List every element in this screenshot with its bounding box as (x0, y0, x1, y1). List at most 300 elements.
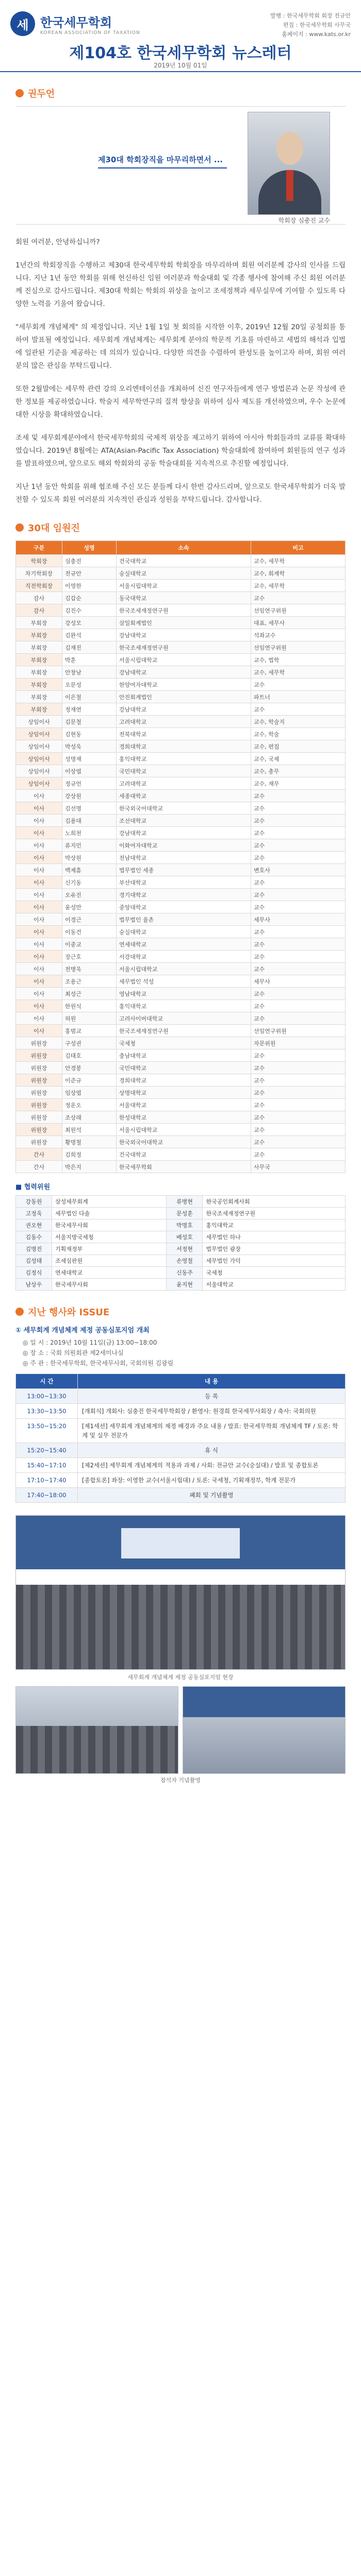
table-row (16, 641, 346, 654)
officer-category: 이사 (16, 913, 62, 926)
letter-paragraph: 지난 1년 동안 학회를 위해 협조해 주신 모든 분들께 다시 한번 감사드리며, 앞으로도 한국세무학회가 더욱 발전할 수 있도록 회원 여러분의 지속적인 관심과 성원을 부탁드립니다. 감사합니다. (15, 483, 346, 504)
officer-affiliation: 국세청 (116, 1037, 251, 1049)
table-row (16, 1161, 346, 1173)
officer-affiliation: 국민대학교 (116, 765, 251, 777)
program-content: [개회식] 개회사: 심충진 한국세무학회장 / 환영사: 원경희 한국세무사회장 / 축사: 국회의원 (78, 1404, 346, 1419)
officer-note: 교수, 세무학 (251, 555, 345, 567)
member-affiliation: 한국조세재정연구원 (203, 1208, 346, 1219)
officer-note: 교수, 법학 (251, 654, 345, 666)
event-photo-right[interactable] (183, 1686, 346, 1774)
greeting-headline: 제30대 학회장직을 마무리하면서 ... (98, 155, 223, 164)
table-row (16, 753, 346, 765)
officer-affiliation: 삼일회계법인 (116, 617, 251, 629)
member-affiliation: 한국세무사회 (52, 1279, 167, 1291)
table-row (16, 1062, 346, 1074)
officer-affiliation: 강남대학교 (116, 827, 251, 839)
section-title: 30대 임원진 (28, 523, 80, 534)
officer-name: 김선명 (62, 802, 117, 815)
officer-name: 윤성만 (62, 901, 117, 913)
officer-affiliation: 건국대학교 (116, 555, 251, 567)
photo-screen (121, 1528, 240, 1559)
column-header: 내 용 (78, 1374, 346, 1389)
officer-affiliation: 전남대학교 (116, 852, 251, 864)
officer-note: 교수 (251, 679, 345, 691)
officer-category: 이사 (16, 839, 62, 852)
program-table-body (16, 1389, 346, 1503)
officer-name: 김희정 (62, 1148, 117, 1161)
table-row (16, 1012, 346, 1025)
letter-paragraph: "세무회계 개념체계" 의 제정입니다. 지난 1월 1일 첫 회의를 시작한 이후, 2019년 12월 20일 공청회를 통하여 발표될 예정입니다. 세무회계 개념체계는 세무회계 분야의 학문적 기초를 마련하고 세법의 해석과 입법에 일관된 기준을 제공하는 데 의의가 있습니다. 다양한 의견을 수렴하여 완성도를 높이고자 하며, 회원 여러분의 많은 관심을 부탁드립니다. (15, 323, 346, 370)
greeting-signature: 학회장 심충진 교수 (278, 217, 330, 224)
program-time: 13:30~13:50 (16, 1404, 78, 1419)
table-row (16, 592, 346, 604)
table-row (16, 827, 346, 839)
event-meta-line: ◎ 일 시 : 2019년 10월 11일(금) 13:00~18:00 (23, 1339, 157, 1346)
officer-affiliation: 서울대학교 (116, 1099, 251, 1111)
table-row (16, 938, 346, 951)
table-row (16, 1037, 346, 1049)
officer-affiliation: 법무법인 율촌 (116, 913, 251, 926)
officer-category: 이사 (16, 876, 62, 889)
program-content: [제2세션] 세무회계 개념체계의 적용과 과제 / 사회: 전규안 교수(숭실대) / 발표 및 종합토론 (78, 1458, 346, 1473)
member-name: 김정식 (16, 1267, 52, 1279)
officer-category: 부회장 (16, 629, 62, 641)
officer-category: 이사 (16, 815, 62, 827)
table-row (16, 901, 346, 913)
table-row (16, 716, 346, 728)
officer-note: 교수, 편집 (251, 740, 345, 753)
table-row (16, 951, 346, 963)
table-row (16, 1404, 346, 1419)
officer-note: 자문위원 (251, 1037, 345, 1049)
officer-note: 교수, 세무학 (251, 666, 345, 679)
member-affiliation: 서울대학교 (203, 1279, 346, 1291)
member-name: 배성호 (167, 1231, 203, 1243)
member-affiliation: 국세청 (203, 1267, 346, 1279)
officer-note: 교수 (251, 1087, 345, 1099)
officer-name: 조용근 (62, 975, 117, 988)
photo-audience (16, 1726, 178, 1773)
officer-name: 오문성 (62, 679, 117, 691)
bullet-icon (15, 89, 24, 97)
officer-note: 교수, 학술지 (251, 716, 345, 728)
officer-name: 장근호 (62, 951, 117, 963)
publisher-line: 발행 : 한국세무학회 회장 전규안 (270, 12, 351, 19)
officer-note: 교수 (251, 1148, 345, 1161)
officer-name: 정규언 (62, 777, 117, 790)
officer-affiliation: 서강대학교 (116, 951, 251, 963)
officer-category: 이사 (16, 827, 62, 839)
officer-category: 위원장 (16, 1087, 62, 1099)
program-time: 17:10~17:40 (16, 1473, 78, 1488)
officer-note: 교수 (251, 790, 345, 802)
table-header-row (16, 541, 346, 555)
officer-category: 학회장 (16, 555, 62, 567)
officer-category: 위원장 (16, 1062, 62, 1074)
officer-category: 이사 (16, 938, 62, 951)
officer-note: 교수 (251, 1136, 345, 1148)
officer-category: 이사 (16, 852, 62, 864)
letter-paragraph: 조세 및 세무회계분야에서 한국세무학회의 국제적 위상을 제고하기 위하여 아시아 학회들과의 교류를 확대하였습니다. 2019년 8월에는 ATA(Asian-Pacific Tax Association) 학술대회에 참여하여 회원들의 연구 성과를 발표하였으며, 앞으로도 해외 학회와의 공동 학술대회를 지속적으로 추진할 예정입니다. (15, 434, 346, 468)
officer-name: 김완석 (62, 629, 117, 641)
officer-name: 강성모 (62, 617, 117, 629)
table-row (16, 728, 346, 740)
officer-name: 황명철 (62, 1136, 117, 1148)
officer-category: 이사 (16, 790, 62, 802)
officer-note: 석좌교수 (251, 629, 345, 641)
officer-note: 선임연구위원 (251, 641, 345, 654)
table-row (16, 864, 346, 876)
officer-note: 교수 (251, 988, 345, 1000)
member-name: 서정현 (167, 1243, 203, 1255)
officer-name: 전규안 (62, 567, 117, 580)
member-name: 손영철 (167, 1255, 203, 1267)
officer-category: 간사 (16, 1148, 62, 1161)
photo-audience (16, 1585, 345, 1669)
logo-text: 한국세무학회 (40, 14, 112, 30)
officer-category: 차기학회장 (16, 567, 62, 580)
officer-category: 감사 (16, 592, 62, 604)
officer-affiliation: 한국세무학회 (116, 1161, 251, 1173)
table-row (16, 1049, 346, 1062)
table-row (16, 604, 346, 617)
officer-note: 교수 (251, 1099, 345, 1111)
table-row (16, 802, 346, 815)
table-row (16, 1000, 346, 1012)
officer-category: 상임이사 (16, 765, 62, 777)
officer-affiliation: 경희대학교 (116, 740, 251, 753)
members-table (15, 1195, 346, 1291)
officer-note: 교수, 세무학 (251, 580, 345, 592)
member-affiliation: 서울지방국세청 (52, 1231, 167, 1243)
officer-name: 이경근 (62, 913, 117, 926)
officer-note: 교수 (251, 926, 345, 938)
table-header-row (16, 1374, 346, 1389)
member-name: 류병현 (167, 1196, 203, 1208)
section-heading-greeting (15, 87, 346, 100)
officers-table (15, 540, 346, 1173)
table-row (16, 852, 346, 864)
table-row (16, 1488, 346, 1503)
section-title: 지난 행사와 ISSUE (28, 1307, 110, 1318)
officer-affiliation: 숭실대학교 (116, 567, 251, 580)
officer-name: 김문철 (62, 716, 117, 728)
officer-note: 교수 (251, 938, 345, 951)
officer-note: 교수, 국제 (251, 753, 345, 765)
officer-name: 김용대 (62, 815, 117, 827)
officer-affiliation: 영남대학교 (116, 988, 251, 1000)
officer-name: 안창남 (62, 666, 117, 679)
table-row (16, 1267, 346, 1279)
officer-name: 신기동 (62, 876, 117, 889)
society-logo[interactable] (10, 11, 140, 36)
program-time: 15:40~17:10 (16, 1458, 78, 1473)
officer-note: 교수 (251, 963, 345, 975)
member-name: 김성태 (16, 1255, 52, 1267)
officer-category: 위원장 (16, 1049, 62, 1062)
column-header: 성명 (62, 541, 117, 555)
portrait-tie (286, 170, 293, 201)
member-name: 신동주 (167, 1267, 203, 1279)
table-row (16, 926, 346, 938)
program-time: 13:00~13:30 (16, 1389, 78, 1404)
officer-note: 교수 (251, 1012, 345, 1025)
member-affiliation: 기획재정부 (52, 1243, 167, 1255)
event-photos (15, 1515, 346, 1783)
officer-affiliation: 서울시립대학교 (116, 1124, 251, 1136)
officer-category: 간사 (16, 1161, 62, 1173)
officer-affiliation: 동국대학교 (116, 592, 251, 604)
officer-category: 이사 (16, 889, 62, 901)
letter-paragraph: 또한 2월말에는 세무학 관련 강의 오리엔테이션을 개최하여 신진 연구자들에게 연구 방법론과 논문 작성에 관한 정보를 제공하였습니다. 학술지 세무학연구의 질적 향상을 위하여 심사 제도를 개선하였으며, 우수 논문에 대한 시상을 확대하였습니다. (15, 385, 346, 419)
officer-name: 허원 (62, 1012, 117, 1025)
member-name: 남상우 (16, 1279, 52, 1291)
table-row (16, 1255, 346, 1267)
officer-affiliation: 한국외국어대학교 (116, 1136, 251, 1148)
table-row (16, 1196, 346, 1208)
table-row (16, 666, 346, 679)
officer-category: 이사 (16, 1000, 62, 1012)
officer-note: 교수 (251, 827, 345, 839)
officer-affiliation: 연세대학교 (116, 938, 251, 951)
officer-note: 교수, 학술 (251, 728, 345, 740)
officer-name: 김갑순 (62, 592, 117, 604)
table-row (16, 1419, 346, 1443)
officer-note: 교수 (251, 1074, 345, 1087)
officer-category: 이사 (16, 901, 62, 913)
officer-category: 이사 (16, 1025, 62, 1037)
officer-category: 위원장 (16, 1136, 62, 1148)
table-row (16, 876, 346, 889)
officer-name: 김태호 (62, 1049, 117, 1062)
officer-affiliation: 한국조세재정연구원 (116, 1025, 251, 1037)
officer-category: 직전학회장 (16, 580, 62, 592)
officer-affiliation: 충남대학교 (116, 1049, 251, 1062)
member-affiliation: 한국세무사회 (52, 1219, 167, 1231)
table-row (16, 617, 346, 629)
officer-name: 이동건 (62, 926, 117, 938)
table-row (16, 1111, 346, 1124)
table-row (16, 1443, 346, 1458)
issue-name: 한국세무학회 뉴스레터 (137, 44, 292, 62)
table-row (16, 777, 346, 790)
letter-paragraph: 1년간의 학회장직을 수행하고 제30대 한국세무학회 학회장을 마무리하며 회원 여러분께 감사의 인사를 드립니다. 지난 1년 동안 학회를 위해 헌신하신 임원 여러분과 학술대회 및 각종 행사에 참여해 주신 회원 여러분께 진심으로 감사드립니다. 제30대 학회는 학회의 위상을 높이고 조세정책과 세무실무에 기여할 수 있도록 다양한 노력을 기울여 왔습니다. (15, 261, 346, 308)
table-row (16, 1099, 346, 1111)
officer-name: 이상엽 (62, 765, 117, 777)
officer-name: 박은지 (62, 1161, 117, 1173)
officer-affiliation: 한국조세재정연구원 (116, 604, 251, 617)
officer-name: 박성욱 (62, 740, 117, 753)
table-row (16, 567, 346, 580)
officer-name: 성명재 (62, 753, 117, 765)
officer-category: 상임이사 (16, 728, 62, 740)
table-row (16, 975, 346, 988)
officer-category: 이사 (16, 951, 62, 963)
officer-name: 최성근 (62, 988, 117, 1000)
officer-category: 부회장 (16, 691, 62, 703)
officer-name: 백제흠 (62, 864, 117, 876)
officer-affiliation: 상명대학교 (116, 1087, 251, 1099)
table-row (16, 1219, 346, 1231)
photo-caption: 세무회계 개념체계 제정 공동심포지엄 현장 (127, 1674, 234, 1681)
officer-category: 부회장 (16, 641, 62, 654)
table-row (16, 580, 346, 592)
member-affiliation: 세무법인 다솔 (52, 1208, 167, 1219)
officer-name: 오유진 (62, 889, 117, 901)
officer-category: 부회장 (16, 703, 62, 716)
member-affiliation: 한국공인회계사회 (203, 1196, 346, 1208)
table-row (16, 1243, 346, 1255)
officer-affiliation: 중앙대학교 (116, 901, 251, 913)
member-name: 강동원 (16, 1196, 52, 1208)
member-name: 권오현 (16, 1219, 52, 1231)
officer-category: 위원장 (16, 1099, 62, 1111)
members-table-body (16, 1196, 346, 1291)
officer-name: 심충진 (62, 555, 117, 567)
officer-name: 노희천 (62, 827, 117, 839)
officer-note: 선임연구위원 (251, 604, 345, 617)
table-row (16, 740, 346, 753)
officer-note: 교수 (251, 592, 345, 604)
section-heading-events (15, 1305, 346, 1318)
headline-underline (98, 167, 227, 168)
officer-category: 이사 (16, 988, 62, 1000)
table-row (16, 765, 346, 777)
event-photo-main[interactable] (15, 1515, 346, 1670)
column-header: 소속 (116, 541, 251, 555)
officer-note: 교수 (251, 1124, 345, 1136)
officer-affiliation: 조선대학교 (116, 815, 251, 827)
bullet-icon (15, 1308, 24, 1316)
officer-affiliation: 강남대학교 (116, 666, 251, 679)
officer-affiliation: 안진회계법인 (116, 691, 251, 703)
table-row (16, 1136, 346, 1148)
officer-category: 이사 (16, 1012, 62, 1025)
publisher-info (222, 11, 351, 39)
officer-note: 교수 (251, 876, 345, 889)
officer-category: 상임이사 (16, 777, 62, 790)
officer-name: 이은철 (62, 691, 117, 703)
logo-subtitle: KOREAN ASSOCIATION OF TAXATION (40, 30, 140, 36)
table-row (16, 963, 346, 975)
officer-name: 이준규 (62, 1074, 117, 1087)
officer-affiliation: 한양여자대학교 (116, 679, 251, 691)
officer-note: 교수 (251, 889, 345, 901)
officer-name: 정재연 (62, 703, 117, 716)
program-content: 등 록 (78, 1389, 346, 1404)
program-table (15, 1374, 346, 1503)
event-photo-left[interactable] (15, 1686, 178, 1774)
officer-affiliation: 한국외국어대학교 (116, 802, 251, 815)
officer-category: 이사 (16, 963, 62, 975)
officer-name: 임상엽 (62, 1087, 117, 1099)
officers-table-body (16, 555, 346, 1173)
officer-category: 이사 (16, 802, 62, 815)
officer-note: 교수 (251, 852, 345, 864)
officer-note: 교수 (251, 1062, 345, 1074)
officer-category: 부회장 (16, 654, 62, 666)
officer-affiliation: 세종대학교 (116, 790, 251, 802)
issue-number: 제104호 (69, 44, 132, 62)
officer-note: 세무사 (251, 913, 345, 926)
officer-affiliation: 한국조세재정연구원 (116, 641, 251, 654)
table-row (16, 889, 346, 901)
officer-category: 이사 (16, 864, 62, 876)
officer-name: 전병욱 (62, 963, 117, 975)
section-title: 권두언 (28, 89, 55, 99)
table-row (16, 1074, 346, 1087)
program-time: 17:40~18:00 (16, 1488, 78, 1503)
event-meta (23, 1337, 338, 1368)
officer-affiliation: 서울시립대학교 (116, 963, 251, 975)
table-row (16, 1124, 346, 1136)
program-content: 폐회 및 기념촬영 (78, 1488, 346, 1503)
president-portrait (248, 112, 330, 215)
officer-note: 교수 (251, 802, 345, 815)
officer-name: 조상래 (62, 1111, 117, 1124)
program-content: 휴 식 (78, 1443, 346, 1458)
officer-name: 강상원 (62, 790, 117, 802)
member-name: 문성훈 (167, 1208, 203, 1219)
table-row (16, 988, 346, 1000)
member-name: 김명진 (16, 1243, 52, 1255)
officer-category: 위원장 (16, 1037, 62, 1049)
officer-name: 구성권 (62, 1037, 117, 1049)
officer-note: 교수 (251, 951, 345, 963)
column-header: 비고 (251, 541, 345, 555)
member-affiliation: 법무법인 광장 (203, 1243, 346, 1255)
table-row (16, 1473, 346, 1488)
officer-category: 위원장 (16, 1111, 62, 1124)
officer-category: 부회장 (16, 617, 62, 629)
publisher-line: 홈페이지 : www.kats.or.kr (282, 31, 351, 38)
officer-affiliation: 강남대학교 (116, 703, 251, 716)
officer-affiliation: 전북대학교 (116, 728, 251, 740)
officer-category: 상임이사 (16, 740, 62, 753)
officer-note: 선임연구위원 (251, 1025, 345, 1037)
officer-note: 사무국 (251, 1161, 345, 1173)
officer-note: 교수 (251, 815, 345, 827)
officer-category: 상임이사 (16, 716, 62, 728)
table-row (16, 815, 346, 827)
officer-category: 위원장 (16, 1074, 62, 1087)
officer-name: 정운오 (62, 1099, 117, 1111)
officer-affiliation: 국민대학교 (116, 1062, 251, 1074)
officer-note: 교수 (251, 1111, 345, 1124)
officer-name: 김현동 (62, 728, 117, 740)
officer-category: 감사 (16, 604, 62, 617)
table-row (16, 555, 346, 567)
photo-caption: 참석자 기념촬영 (160, 1777, 201, 1784)
table-row (16, 1087, 346, 1099)
officer-note: 교수, 총무 (251, 765, 345, 777)
portrait-head (276, 132, 303, 165)
officer-affiliation: 고려사이버대학교 (116, 1012, 251, 1025)
officer-category: 부회장 (16, 679, 62, 691)
event-meta-line: ◎ 장 소 : 국회 의원회관 제2세미나실 (23, 1349, 124, 1357)
table-row (16, 839, 346, 852)
officer-name: 홍범교 (62, 1025, 117, 1037)
officer-name: 안경봉 (62, 1062, 117, 1074)
officer-affiliation: 서울시립대학교 (116, 654, 251, 666)
program-time: 13:50~15:20 (16, 1419, 78, 1443)
officer-affiliation: 강남대학교 (116, 629, 251, 641)
table-row (16, 691, 346, 703)
members-heading: ■ 협력위원 (15, 1183, 51, 1191)
officer-affiliation: 건국대학교 (116, 1148, 251, 1161)
officer-affiliation: 고려대학교 (116, 777, 251, 790)
officer-affiliation: 경희대학교 (116, 1074, 251, 1087)
